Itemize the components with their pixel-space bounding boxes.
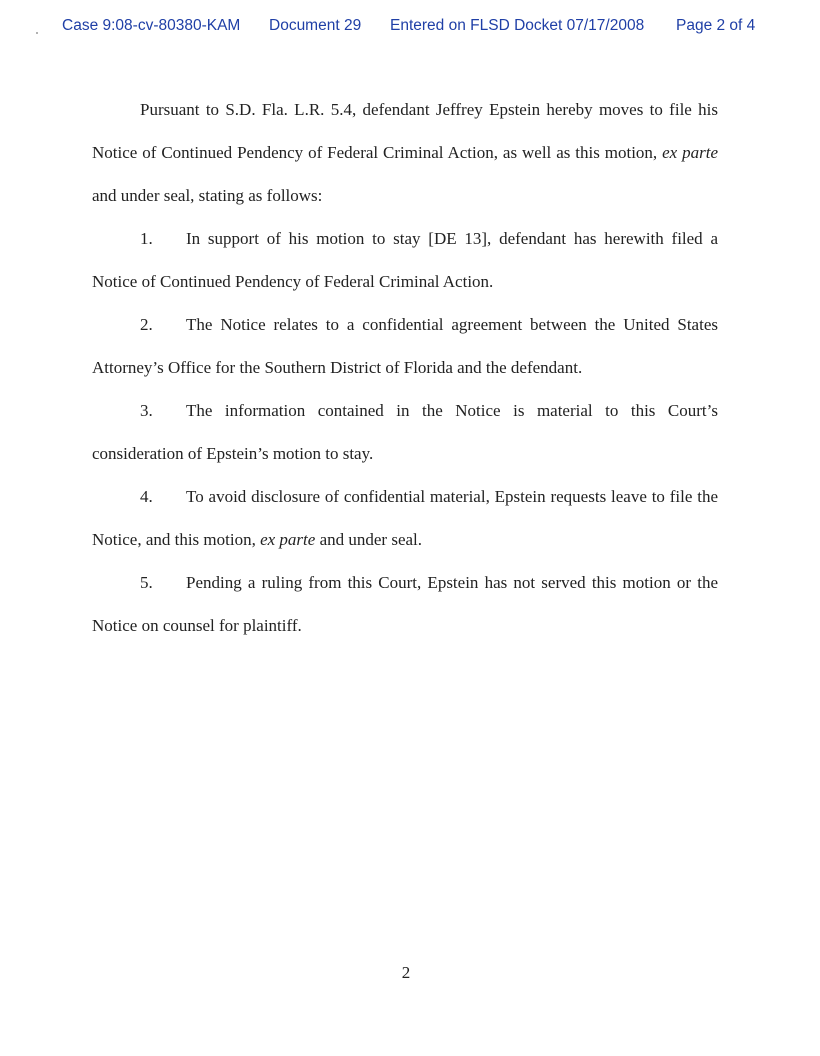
- paragraph-text-after: and under seal.: [315, 530, 423, 549]
- motion-body: [92, 88, 718, 647]
- paragraph-ex-parte: ex parte: [260, 530, 316, 549]
- paragraph-text: In support of his motion to stay [DE 13], defendant has herewith filed a Notice of Continued Pendency of Federal Criminal Action.: [92, 229, 718, 291]
- case-number: Case 9:08-cv-80380-KAM: [62, 17, 241, 34]
- intro-ex-parte: ex parte: [662, 143, 718, 162]
- numbered-paragraph-3: [92, 389, 718, 475]
- paragraph-number: 3.: [140, 401, 153, 420]
- paragraph-number: 4.: [140, 487, 153, 506]
- page-number: 2: [401, 963, 411, 982]
- numbered-paragraph-5: [92, 561, 718, 647]
- paragraph-number: 5.: [140, 573, 153, 592]
- docket-entry-date: Entered on FLSD Docket 07/17/2008: [390, 17, 645, 34]
- intro-text-1: Pursuant to S.D. Fla. L.R. 5.4, defendant Jeffrey Epstein hereby moves to file his Notice of Continued Pendency of Federal Criminal Action, as well as this motion,: [92, 100, 718, 162]
- numbered-paragraph-2: [92, 303, 718, 389]
- numbered-paragraph-4: [92, 475, 718, 561]
- paragraph-number: 1.: [140, 229, 153, 248]
- numbered-paragraph-1: [92, 217, 718, 303]
- paragraph-text: The information contained in the Notice is material to this Court’s consideration of Epstein’s motion to stay.: [92, 401, 718, 463]
- intro-paragraph: [92, 88, 718, 217]
- docket-header: [0, 17, 820, 39]
- scan-artifact: [36, 32, 38, 34]
- paragraph-text: The Notice relates to a confidential agreement between the United States Attorney’s Office for the Southern District of Florida and the defendant.: [92, 315, 718, 377]
- paragraph-text: Pending a ruling from this Court, Epstein has not served this motion or the Notice on counsel for plaintiff.: [92, 573, 718, 635]
- page-indicator: Page 2 of 4: [676, 17, 756, 34]
- paragraph-number: 2.: [140, 315, 153, 334]
- paragraph-text-before: To avoid disclosure of confidential material, Epstein requests leave to file the Notice, and this motion,: [92, 487, 718, 549]
- document-number: Document 29: [269, 17, 362, 34]
- intro-text-2: and under seal, stating as follows:: [92, 186, 323, 205]
